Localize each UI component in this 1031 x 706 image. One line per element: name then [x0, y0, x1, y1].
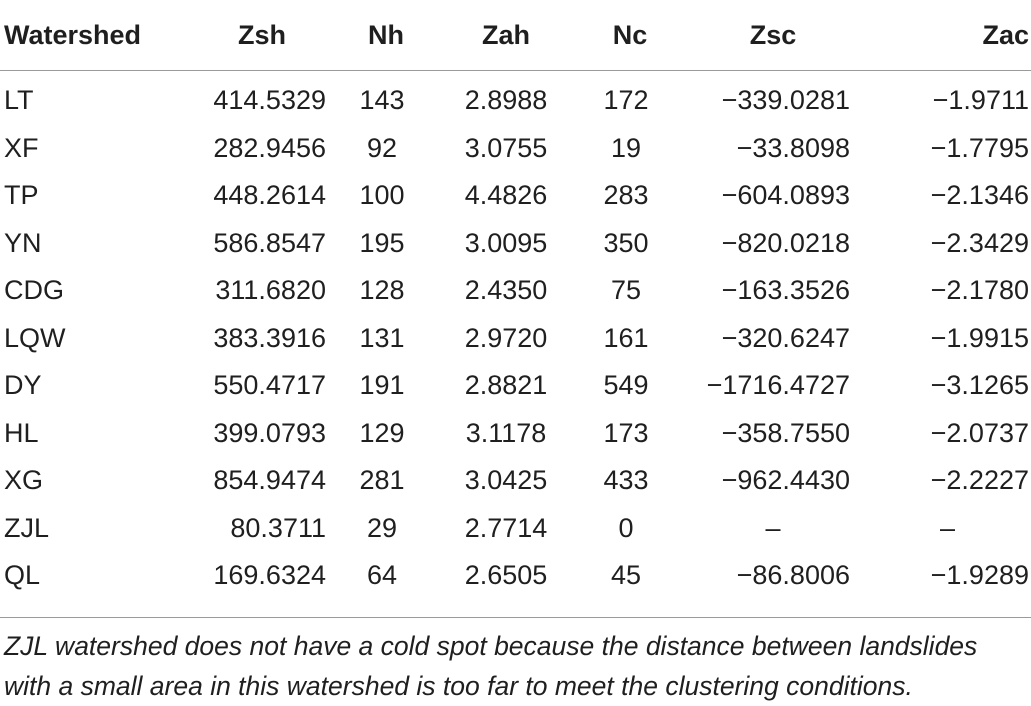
cell-zah: 3.0095 — [464, 227, 548, 258]
cell-nh: 195 — [359, 227, 405, 258]
cell-zac: −2.3429 — [930, 227, 1029, 258]
cell-zac: −2.2227 — [930, 465, 1029, 496]
cell-zsc: −33.8098 — [736, 132, 850, 163]
cell-zsh: 586.8547 — [213, 227, 326, 258]
header-zac: Zac — [864, 0, 1031, 71]
cell-watershed: CDG — [4, 275, 64, 306]
cell-zsh: 80.3711 — [230, 512, 326, 543]
table-header — [0, 0, 1031, 71]
cell-zah: 2.7714 — [464, 512, 548, 543]
cell-watershed: XF — [4, 132, 39, 163]
header-nc: Nc — [578, 0, 682, 71]
cell-nh: 29 — [366, 512, 398, 543]
cell-nc: 45 — [610, 560, 642, 591]
table-footnote: ZJL watershed does not have a cold spot because the distance between landslides with a small area in this watershed is too far to meet the clustering conditions. — [0, 617, 1031, 706]
cell-zac: −1.9711 — [932, 85, 1029, 116]
cell-zah: 3.0425 — [464, 465, 548, 496]
cell-zah: 4.4826 — [464, 180, 548, 211]
cell-zsh: 550.4717 — [213, 370, 326, 401]
cell-zsh: 854.9474 — [213, 465, 326, 496]
cell-zah: 3.1178 — [465, 417, 547, 448]
cell-zac: −3.1265 — [930, 370, 1029, 401]
header-zsh: Zsh — [186, 0, 338, 71]
cell-watershed: QL — [4, 560, 41, 591]
cell-nc: 161 — [603, 322, 649, 353]
cell-zac: −1.9289 — [930, 560, 1029, 591]
cell-nc: 549 — [603, 370, 649, 401]
cell-nh: 64 — [366, 560, 398, 591]
cell-nc: 283 — [603, 180, 649, 211]
cell-watershed: ZJL — [4, 512, 50, 543]
cell-zsc: −86.8006 — [736, 560, 850, 591]
cell-nh: 92 — [366, 132, 398, 163]
cell-watershed: LQW — [4, 322, 66, 353]
header-watershed: Watershed — [0, 0, 186, 71]
cell-zsh: 383.3916 — [213, 322, 326, 353]
cell-zah: 2.8988 — [464, 85, 548, 116]
cell-zac: −2.1780 — [930, 275, 1029, 306]
header-zsc: Zsc — [682, 0, 864, 71]
cell-nc: 75 — [610, 275, 642, 306]
table-row — [0, 71, 1031, 125]
cell-zac: −2.0737 — [930, 417, 1029, 448]
table-row — [0, 315, 1031, 363]
cell-zsc: – — [765, 512, 781, 543]
table-row — [0, 125, 1031, 173]
cell-nh: 129 — [359, 417, 405, 448]
cell-zac: −1.7795 — [930, 132, 1029, 163]
cell-zsc: −604.0893 — [721, 180, 850, 211]
cell-zac: −1.9915 — [930, 322, 1029, 353]
cell-zsh: 169.6324 — [213, 560, 326, 591]
table-row — [0, 457, 1031, 505]
cell-nh: 131 — [359, 322, 405, 353]
header-row — [0, 0, 1031, 71]
cell-watershed: LT — [4, 85, 34, 116]
cell-zsh: 414.5329 — [213, 85, 326, 116]
cell-nh: 143 — [359, 85, 405, 116]
cell-nc: 350 — [603, 227, 649, 258]
cell-zsh: 311.6820 — [215, 275, 326, 306]
cell-zah: 2.8821 — [464, 370, 548, 401]
cell-nh: 191 — [359, 370, 405, 401]
cell-zsc: −339.0281 — [721, 85, 850, 116]
cell-zsh: 399.0793 — [213, 417, 326, 448]
header-nh: Nh — [338, 0, 434, 71]
cell-zah: 3.0755 — [464, 132, 548, 163]
cell-watershed: XG — [4, 465, 44, 496]
table-row — [0, 220, 1031, 268]
table-row — [0, 362, 1031, 410]
cell-watershed: HL — [4, 417, 39, 448]
cell-watershed: YN — [4, 227, 42, 258]
cell-watershed: DY — [4, 370, 42, 401]
cell-nc: 173 — [603, 417, 649, 448]
table-row — [0, 410, 1031, 458]
cell-nc: 19 — [610, 132, 642, 163]
cell-zsc: −820.0218 — [721, 227, 850, 258]
cell-zsc: −962.4430 — [721, 465, 850, 496]
cell-nh: 281 — [359, 465, 405, 496]
cell-nh: 128 — [359, 275, 405, 306]
cell-nc: 0 — [618, 512, 634, 543]
cell-nc: 433 — [603, 465, 649, 496]
cell-zsc: −320.6247 — [721, 322, 850, 353]
table-row — [0, 267, 1031, 315]
cell-zah: 2.6505 — [464, 560, 548, 591]
header-zah: Zah — [434, 0, 578, 71]
cell-watershed: TP — [4, 180, 39, 211]
cell-nh: 100 — [359, 180, 405, 211]
cell-zah: 2.9720 — [464, 322, 548, 353]
cell-zac: −2.1346 — [930, 180, 1029, 211]
cell-zsc: −1716.4727 — [706, 370, 850, 401]
cell-zsc: −358.7550 — [721, 417, 850, 448]
table-row — [0, 172, 1031, 220]
cell-zsh: 448.2614 — [213, 180, 326, 211]
table-row — [0, 505, 1031, 553]
table-row — [0, 552, 1031, 600]
cell-zah: 2.4350 — [464, 275, 548, 306]
table-body — [0, 71, 1031, 600]
cell-nc: 172 — [603, 85, 649, 116]
cell-zsc: −163.3526 — [721, 275, 850, 306]
cell-zac: – — [939, 512, 956, 543]
cell-zsh: 282.9456 — [213, 132, 326, 163]
